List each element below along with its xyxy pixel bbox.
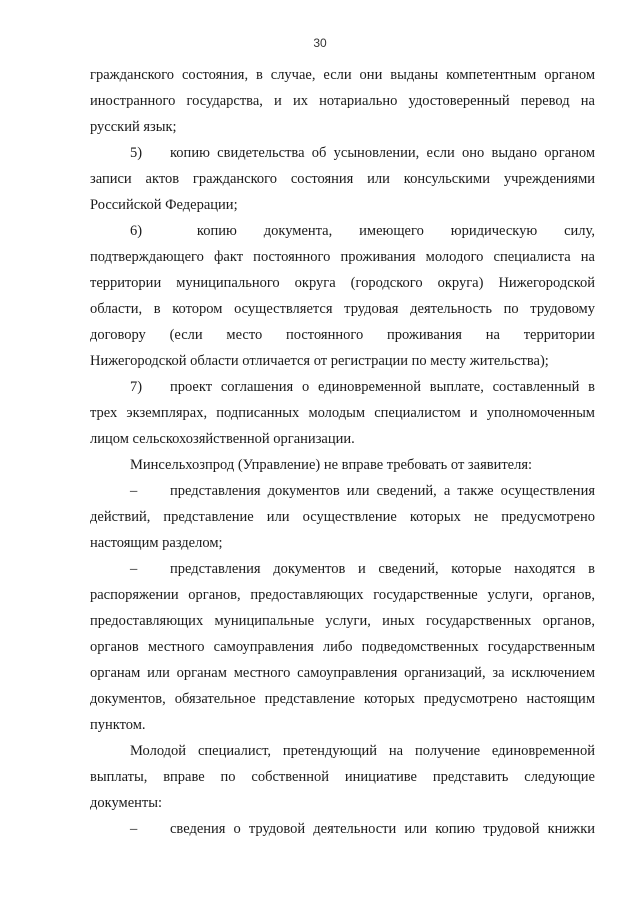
item-text: сведения о трудовой деятельности или копию трудовой книжки [170, 821, 595, 837]
item-text: представления документов или сведений, а также осуществления [170, 483, 595, 499]
item-word: территории [523, 327, 595, 343]
dash-item-3 [90, 816, 595, 842]
paragraph-line: Нижегородской области отличается от регистрации по месту жительства); [90, 353, 549, 369]
item-word: договору [90, 327, 146, 343]
item-word: документа, [263, 223, 333, 239]
item-word: силу, [564, 223, 595, 239]
dash-marker: – [130, 483, 138, 499]
item-word: на [485, 327, 500, 343]
paragraph-line: Российской Федерации; [90, 197, 238, 213]
item-word: имеющего [359, 223, 424, 239]
paragraph-line: Минсельхозпрод (Управление) не вправе требовать от заявителя: [130, 457, 533, 473]
dash-item-2 [90, 556, 595, 582]
paragraph-line: органам или органам местного самоуправления организаций, за исключением [90, 665, 595, 681]
page-number: 30 [313, 36, 327, 50]
item-text: проект соглашения о единовременной выплате, составленный в [170, 379, 595, 395]
list-item-7 [90, 374, 595, 400]
item-marker: 5) [130, 145, 143, 161]
item-word: постоянного [286, 327, 364, 343]
dash-marker: – [130, 821, 138, 837]
item-marker: 6) [130, 223, 143, 239]
paragraph-line: русский язык; [90, 119, 177, 135]
item-word: место [226, 327, 263, 343]
spread-line [90, 322, 595, 348]
paragraph-line: выплаты, вправе по собственной инициативе представить следующие [90, 769, 595, 785]
paragraph-line: действий, представление или осуществление которых не предусмотрено [90, 509, 595, 525]
item-marker: 7) [130, 379, 143, 395]
document-body [90, 62, 595, 842]
paragraph-line: предоставляющих муниципальные услуги, иных государственных органов, [90, 613, 595, 629]
paragraph-line: записи актов гражданского состояния или консульскими учреждениями [90, 171, 595, 187]
paragraph-line: иностранного государства, и их нотариально удостоверенный перевод на [90, 93, 595, 109]
paragraph-line: настоящим разделом; [90, 535, 223, 551]
paragraph-line: Молодой специалист, претендующий на получение единовременной [130, 743, 595, 759]
paragraph-line: пунктом. [90, 717, 146, 733]
item-text: представления документов и сведений, которые находятся в [170, 561, 595, 577]
dash-item-1 [90, 478, 595, 504]
paragraph-line: гражданского состояния, в случае, если они выданы компетентным органом [90, 67, 595, 83]
paragraph-line: подтверждающего факт постоянного проживания молодого специалиста на [90, 249, 595, 265]
item-word: проживания [386, 327, 462, 343]
item-word: (если [169, 327, 203, 343]
item-text: копию свидетельства об усыновлении, если оно выдано органом [170, 145, 595, 161]
item-word: копию [196, 223, 237, 239]
paragraph-line: лицом сельскохозяйственной организации. [90, 431, 355, 447]
paragraph-line: органов местного самоуправления либо подведомственных государственным [90, 639, 595, 655]
paragraph-line: трех экземплярах, подписанных молодым специалистом и уполномоченным [90, 405, 595, 421]
dash-marker: – [130, 561, 138, 577]
list-item-6 [90, 218, 595, 244]
list-item-5 [90, 140, 595, 166]
paragraph-line: документы: [90, 795, 163, 811]
paragraph-line: распоряжении органов, предоставляющих государственные услуги, органов, [90, 587, 595, 603]
paragraph-line: территории муниципального округа (городского округа) Нижегородской [90, 275, 595, 291]
paragraph-line: области, в котором осуществляется трудовая деятельность по трудовому [90, 301, 595, 317]
paragraph-line: документов, обязательное представление которых предусмотрено настоящим [90, 691, 595, 707]
item-word: юридическую [450, 223, 538, 239]
